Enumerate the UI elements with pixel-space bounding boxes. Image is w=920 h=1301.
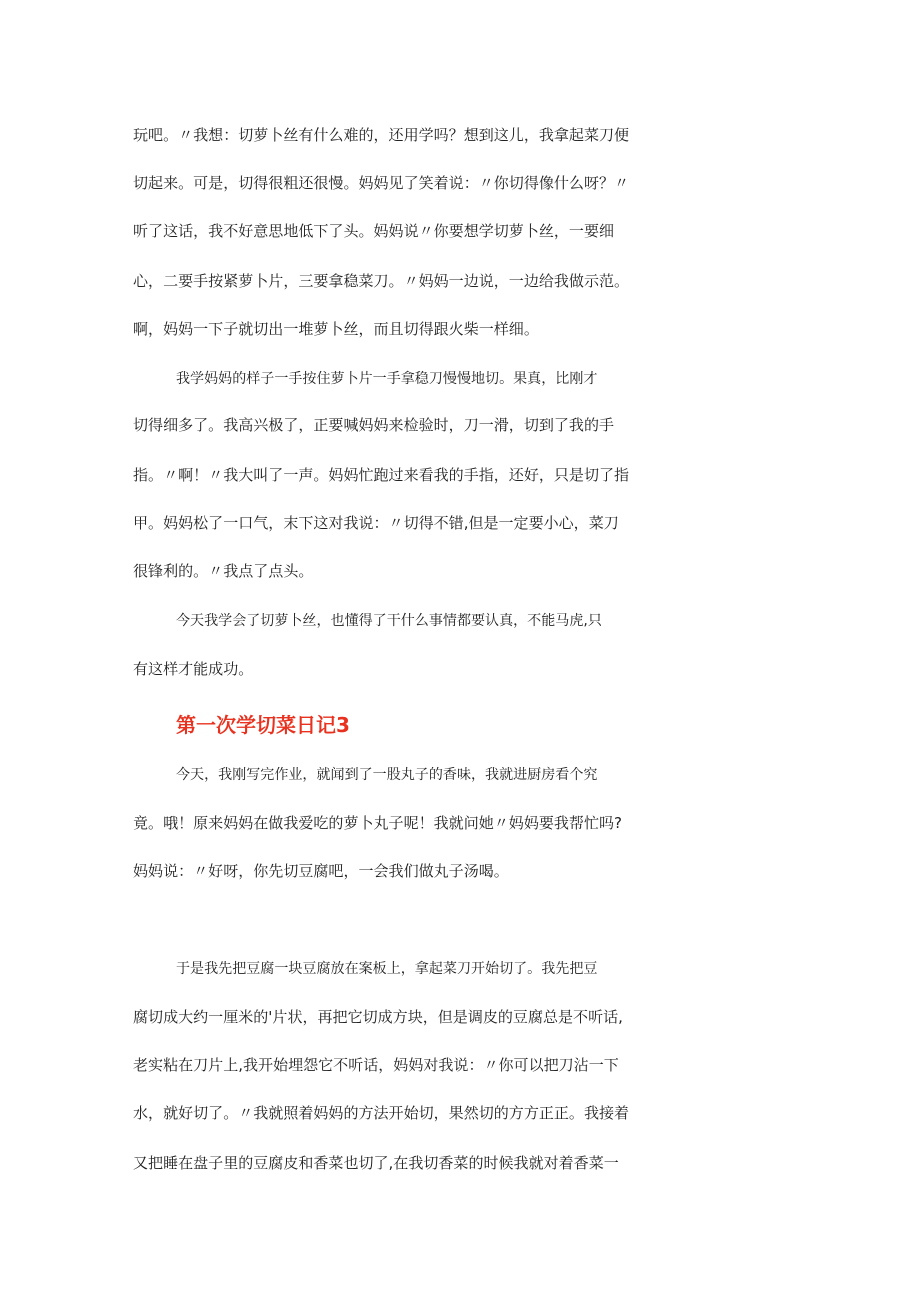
paragraph-3-line-1: 今天我学会了切萝卜丝，也懂得了干什么事情都要认真，不能马虎,只 [176, 613, 602, 629]
paragraph-1-line-1: 玩吧。〃我想：切萝卜丝有什么难的，还用学吗？想到这儿，我拿起菜刀便 [133, 126, 630, 144]
paragraph-2-line-4: 甲。妈妈松了一口气，末下这对我说：〃切得不错,但是一定要小心，菜刀 [133, 514, 619, 532]
paragraph-4-line-2: 竟。哦！原来妈妈在做我爱吃的萝卜丸子呢！我就问她〃妈妈要我帮忙吗? [133, 814, 622, 832]
paragraph-3-line-2: 有这样才能成功。 [133, 660, 254, 678]
paragraph-5-line-3: 老实粘在刀片上,我开始埋怨它不听话，妈妈对我说：〃你可以把刀沾一下 [133, 1056, 619, 1074]
paragraph-1-line-3: 听了这话，我不好意思地低下了头。妈妈说〃你要想学切萝卜丝，一要细 [133, 222, 615, 240]
paragraph-5-line-5: 又把睡在盘子里的豆腐皮和香菜也切了,在我切香菜的时候我就对着香菜一 [133, 1154, 619, 1172]
paragraph-5-line-4: 水，就好切了。〃我就照着妈妈的方法开始切，果然切的方方正正。我接着 [133, 1104, 630, 1122]
paragraph-1-line-2: 切起来。可是，切得很粗还很慢。妈妈见了笑着说：〃你切得像什么呀？〃 [133, 174, 630, 192]
paragraph-2-line-1: 我学妈妈的样子一手按住萝卜片一手拿稳刀慢慢地切。果真，比刚才 [176, 371, 598, 387]
paragraph-2-line-3: 指。〃啊！〃我大叫了一声。妈妈忙跑过来看我的手指，还好，只是切了指 [133, 466, 630, 484]
paragraph-1-line-5: 啊，妈妈一下子就切出一堆萝卜丝，而且切得跟火柴一样细。 [133, 320, 539, 338]
section-heading: 第一次学切菜日记3 [176, 713, 350, 737]
paragraph-4-line-1: 今天，我刚写完作业，就闻到了一股丸子的香味，我就进厨房看个究 [176, 767, 598, 783]
paragraph-2-line-2: 切得细多了。我高兴极了，正要喊妈妈来检验时，刀一滑，切到了我的手 [133, 416, 615, 434]
paragraph-4-line-3: 妈妈说：〃好呀，你先切豆腐吧，一会我们做丸子汤喝。 [133, 862, 509, 880]
paragraph-2-line-5: 很锋利的。〃我点了点头。 [133, 562, 314, 580]
paragraph-5-line-1: 于是我先把豆腐一块豆腐放在案板上，拿起菜刀开始切了。我先把豆 [176, 961, 598, 977]
paragraph-1-line-4: 心，二要手按紧萝卜片，三要拿稳菜刀。〃妈妈一边说，一边给我做示范。 [133, 272, 630, 290]
paragraph-5-line-2: 腐切成大约一厘米的'片状，再把它切成方块，但是调皮的豆腐总是不听话, [133, 1008, 623, 1026]
